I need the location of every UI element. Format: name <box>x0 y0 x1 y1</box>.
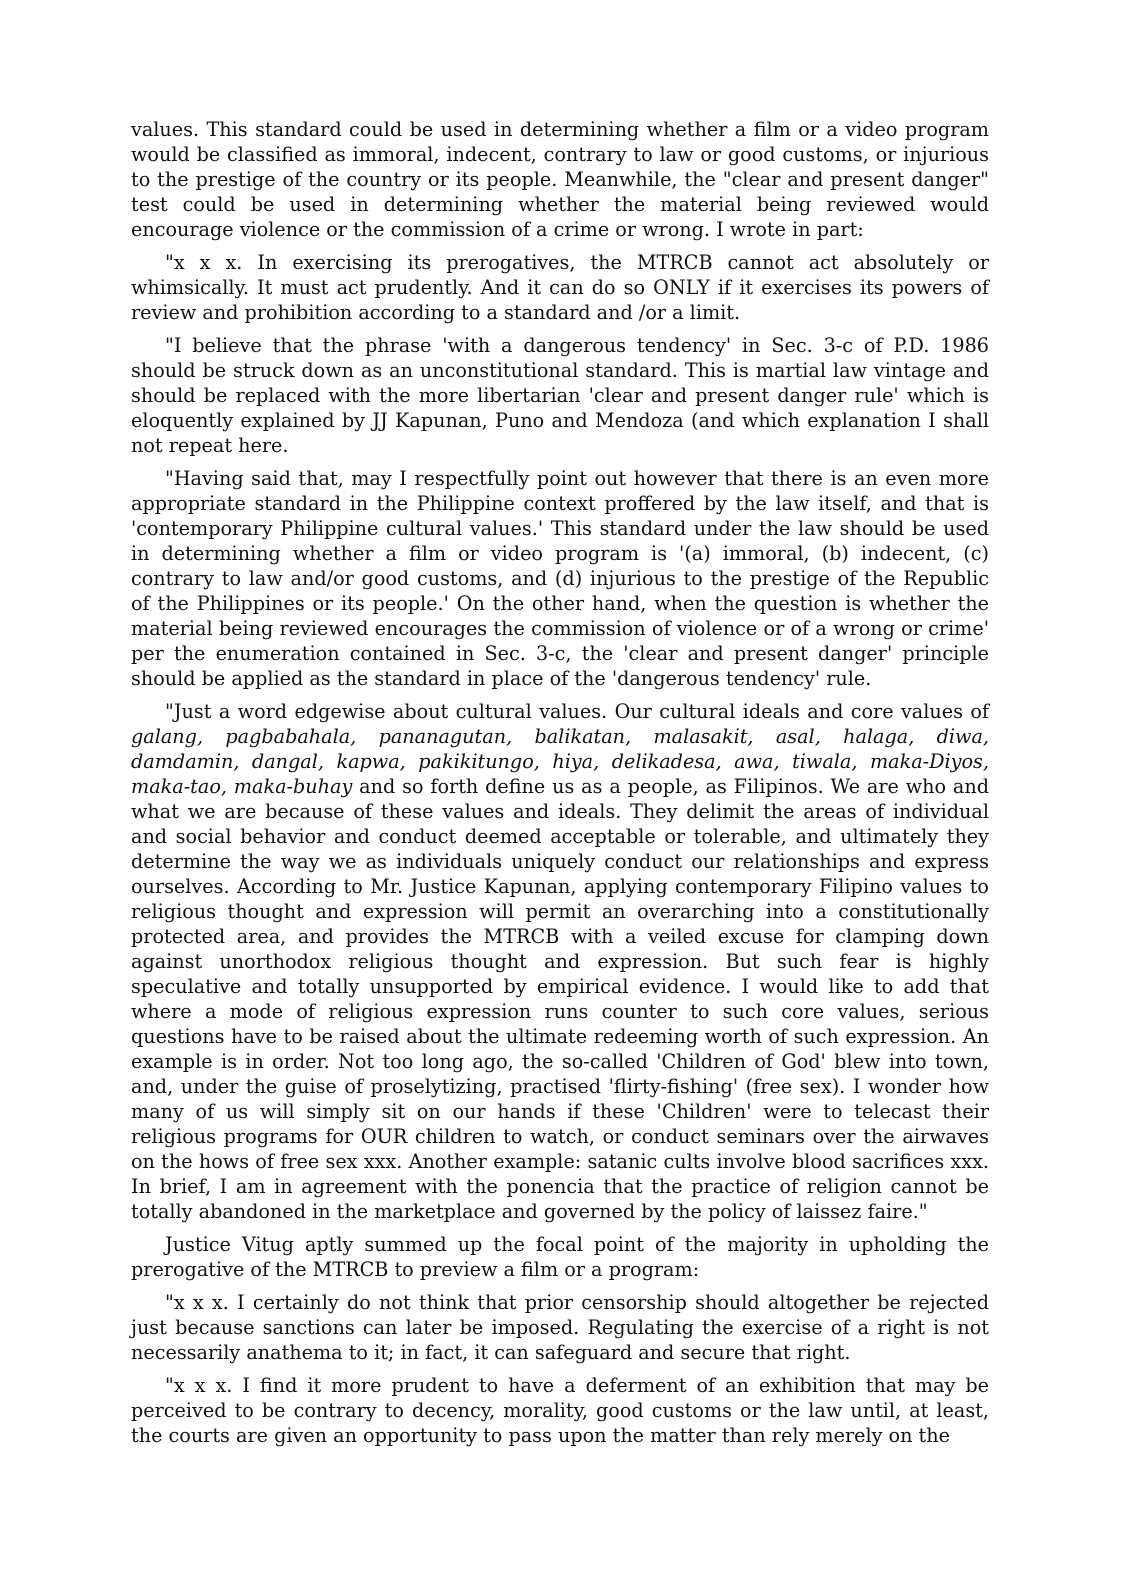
paragraph-3 <box>131 333 989 458</box>
document-body <box>131 117 989 1456</box>
paragraph-text: "Having said that, may I respectfully point out however that there is an even more appropriate standard in the Philippine context proffered by the law itself, and that is 'contemporary Philippine cultural values.' This standard under the law should be used in determining whether a film or video program is '(a) immoral, (b) indecent, (c) contrary to law and/or good customs, and (d) injurious to the prestige of the Republic of the Philippines or its people.' On the other hand, when the question is whether the material being reviewed encourages the commission of violence or of a wrong or crime' per the enumeration contained in Sec. 3-c, the 'clear and present danger' principle should be applied as the standard in place of the 'dangerous tendency' rule. <box>131 467 989 690</box>
paragraph-text: and so forth define us as a people, as Filipinos. We are who and what we are because of these values and ideals. They delimit the areas of individual and social behavior and conduct deemed acceptable or tolerable, and ultimately they determine the way we as individuals uniquely conduct our relationships and express ourselves. According to Mr. Justice Kapunan, applying contemporary Filipino values to religious thought and expression will permit an overarching into a constitutionally protected area, and provides the MTRCB with a veiled excuse for clamping down against unorthodox religious thought and expression. But such fear is highly speculative and totally unsupported by empirical evidence. I would like to add that where a mode of religious expression runs counter to such core values, serious questions have to be raised about the ultimate redeeming worth of such expression. An example is in order. Not too long ago, the so-called 'Children of God' blew into town, and, under the guise of proselytizing, practised 'flirty-fishing' (free sex). I wonder how many of us will simply sit on our hands if these 'Children' were to telecast their religious programs for OUR children to watch, or conduct seminars over the airwaves on the hows of free sex xxx. Another example: satanic cults involve blood sacrifices xxx. In brief, I am in agreement with the ponencia that the practice of religion cannot be totally abandoned in the marketplace and governed by the policy of laissez faire." <box>131 775 990 1223</box>
paragraph-1 <box>131 117 989 242</box>
paragraph-8 <box>131 1373 989 1448</box>
paragraph-text: "x x x. In exercising its prerogatives, the MTRCB cannot act absolutely or whimsically. It must act prudently. And it can do so ONLY if it exercises its powers of review and prohibition according to a standard and /or a limit. <box>131 251 989 324</box>
paragraph-text: "x x x. I certainly do not think that prior censorship should altogether be rejected just because sanctions can later be imposed. Regulating the exercise of a right is not necessarily anathema to it; in fact, it can safeguard and secure that right. <box>131 1291 989 1364</box>
filipino-values-list: galang, pagbabahala, pananagutan, balikatan, malasakit, asal, halaga, diwa, damdamin, dangal, kapwa, pakikitungo, hiya, delikadesa, awa, tiwala, maka-Diyos, maka-tao, maka-buhay <box>131 725 989 798</box>
paragraph-7 <box>131 1290 989 1365</box>
paragraph-text: values. This standard could be used in determining whether a film or a video program would be classified as immoral, indecent, contrary to law or good customs, or injurious to the prestige of the country or its people. Meanwhile, the "clear and present danger" test could be used in determining whether the material being reviewed would encourage violence or the commission of a crime or wrong. I wrote in part: <box>131 118 989 241</box>
paragraph-text: "x x x. I find it more prudent to have a deferment of an exhibition that may be perceived to be contrary to decency, morality, good customs or the law until, at least, the courts are given an opportunity to pass upon the matter than rely merely on the <box>131 1374 989 1447</box>
paragraph-5 <box>131 699 989 1224</box>
paragraph-4 <box>131 466 989 691</box>
paragraph-text: Justice Vitug aptly summed up the focal point of the majority in upholding the prerogative of the MTRCB to preview a film or a program: <box>131 1233 989 1281</box>
paragraph-6 <box>131 1232 989 1282</box>
paragraph-2 <box>131 250 989 325</box>
paragraph-text: "Just a word edgewise about cultural values. Our cultural ideals and core values of <box>165 700 989 723</box>
paragraph-text: "I believe that the phrase 'with a dangerous tendency' in Sec. 3-c of P.D. 1986 should be struck down as an unconstitutional standard. This is martial law vintage and should be replaced with the more libertarian 'clear and present danger rule' which is eloquently explained by JJ Kapunan, Puno and Mendoza (and which explanation I shall not repeat here. <box>131 334 989 457</box>
